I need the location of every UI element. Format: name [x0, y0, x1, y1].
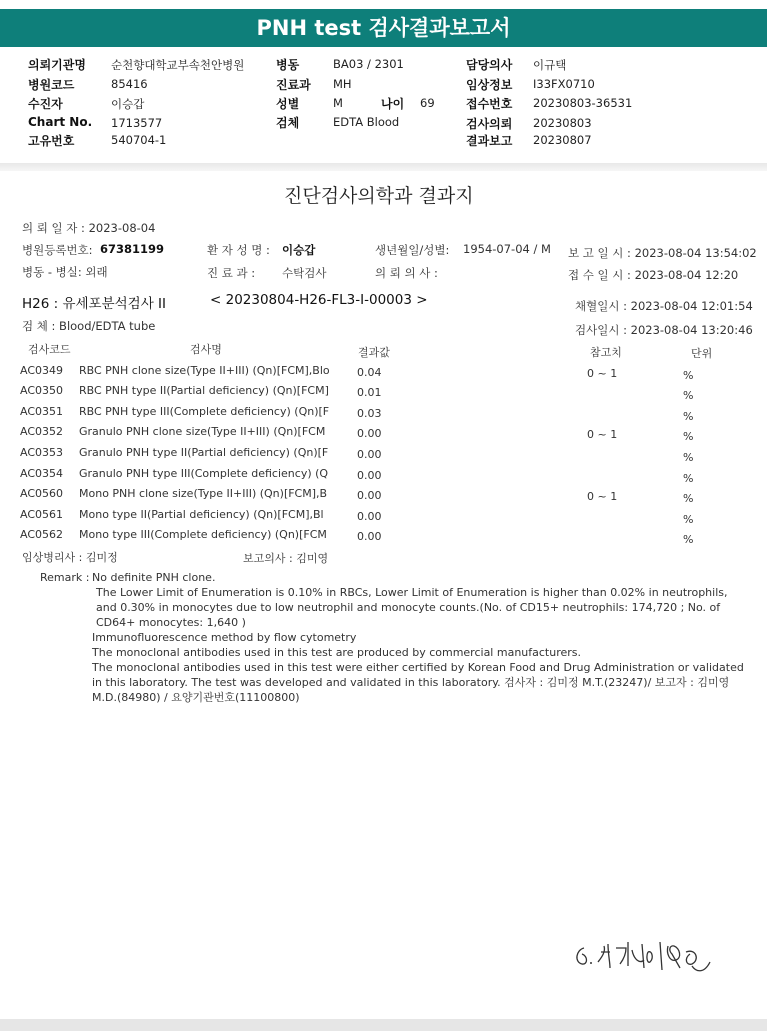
row-result: 0.00 — [357, 489, 382, 502]
accession-number: < 20230804-H26-FL3-I-00003 > — [210, 292, 428, 308]
row-unit: % — [683, 492, 694, 505]
header-label-chart-no: Chart No. — [28, 115, 93, 129]
reg-no-label: 병원등록번호: — [22, 243, 93, 257]
remark-paragraph-validation: The monoclonal antibodies used in this test were either certified by Korean Food and Drug Administration or validated in this laboratory. The test was developed and validated in this laboratory. 검사자 : 김미정 M.T.(23247)/ 보고자 : 김미영 M.D.(84980) / 요양기관번호(11100800) — [92, 661, 744, 704]
row-test-name: Granulo PNH type II(Partial deficiency) (Qn)[F — [79, 446, 329, 459]
header-value-request-date: 20230803 — [533, 116, 592, 130]
row-code: AC0350 — [20, 384, 64, 397]
col-header-name: 검사명 — [190, 343, 222, 356]
remark-paragraph-antibodies: The monoclonal antibodies used in this test are produced by commercial manufacturers. — [92, 646, 582, 659]
row-unit: % — [683, 430, 694, 443]
footer-band — [0, 1019, 767, 1031]
dept-value: 수탁검사 — [282, 266, 327, 280]
header-value-specimen: EDTA Blood — [333, 115, 400, 129]
col-header-result: 결과값 — [358, 346, 390, 359]
row-unit: % — [683, 472, 694, 485]
row-result: 0.01 — [357, 386, 382, 399]
row-code: AC0353 — [20, 446, 64, 459]
row-unit: % — [683, 513, 694, 526]
header-value-report-date: 20230807 — [533, 133, 592, 147]
header-value-age: 69 — [420, 96, 435, 110]
collection-time: 채혈일시 : 2023-08-04 12:01:54 — [575, 299, 753, 313]
row-unit: % — [683, 389, 694, 402]
header-value-clinical-info: I33FX0710 — [533, 77, 595, 91]
receipt-time: 접 수 일 시 : 2023-08-04 12:20 — [568, 268, 739, 282]
remark-paragraph-method: Immunofluorescence method by flow cytometry — [92, 631, 357, 644]
row-unit: % — [683, 369, 694, 382]
header-label-sex: 성별 — [276, 97, 300, 111]
row-test-name: Mono type II(Partial deficiency) (Qn)[FCM],Bl — [79, 508, 324, 521]
row-code: AC0560 — [20, 487, 64, 500]
header-value-hospital-code: 85416 — [111, 77, 148, 91]
remark-first-line: No definite PNH clone. — [92, 571, 216, 584]
report-title: 진단검사의학과 결과지 — [284, 185, 474, 207]
header-label-receipt-no: 접수번호 — [466, 97, 513, 111]
header-value-department: MH — [333, 77, 352, 91]
row-result: 0.00 — [357, 469, 382, 482]
row-test-name: RBC PNH type II(Partial deficiency) (Qn)[FCM] — [79, 384, 329, 397]
header-value-doctor: 이규택 — [533, 58, 567, 72]
row-unit: % — [683, 410, 694, 423]
header-value-ward: BA03 / 2301 — [333, 57, 404, 71]
header-label-ward: 병동 — [276, 58, 300, 72]
header-label-age: 나이 — [381, 97, 405, 111]
row-ref: 0 ~ 1 — [587, 367, 618, 380]
header-label-report-date: 결과보고 — [466, 134, 513, 148]
col-header-ref: 참고치 — [590, 346, 622, 359]
header-value-institution: 순천향대학교부속천안병원 — [111, 58, 245, 72]
header-label-doctor: 담당의사 — [466, 58, 513, 72]
header-value-unique-no: 540704-1 — [111, 133, 167, 147]
row-test-name: Mono type III(Complete deficiency) (Qn)[FCM — [79, 528, 327, 541]
row-ref: 0 ~ 1 — [587, 428, 618, 441]
row-code: AC0354 — [20, 467, 64, 480]
row-result: 0.00 — [357, 530, 382, 543]
dept-label: 진 료 과 : — [207, 266, 256, 280]
header-value-chart-no: 1713577 — [111, 116, 163, 130]
row-code: AC0351 — [20, 405, 64, 418]
row-test-name: Granulo PNH clone size(Type II+III) (Qn)[FCM — [79, 425, 326, 438]
row-test-name: Granulo PNH type III(Complete deficiency) (Q — [79, 467, 329, 480]
test-time: 검사일시 : 2023-08-04 13:20:46 — [575, 323, 753, 337]
row-test-name: RBC PNH clone size(Type II+III) (Qn)[FCM],Blo — [79, 364, 330, 377]
header-value-patient: 이승갑 — [111, 97, 145, 111]
ward-room: 병동 - 병실: 외래 — [22, 265, 108, 279]
remark-paragraph-limit: The Lower Limit of Enumeration is 0.10% in RBCs, Lower Limit of Enumeration is higher than 0.02% in neutrophils, and 0.30% in monocytes due to low neutrophil and monocyte counts.(No. of CD15+ neutrophils: 174,720 ; No. of CD64+ monocytes: 1,640 ) — [96, 586, 728, 629]
row-code: AC0352 — [20, 425, 64, 438]
test-name: H26 : 유세포분석검사 II — [22, 296, 167, 312]
handwritten-signature — [568, 932, 718, 982]
row-test-name: RBC PNH type III(Complete deficiency) (Qn)[F — [79, 405, 330, 418]
patient-label: 환 자 성 명 : — [207, 243, 270, 257]
header-label-department: 진료과 — [276, 78, 311, 92]
request-date: 의 뢰 일 자 : 2023-08-04 — [22, 221, 156, 235]
reg-no-value: 67381199 — [100, 242, 165, 256]
header-value-receipt-no: 20230803-36531 — [533, 96, 633, 110]
report-banner-title: PNH test 검사결과보고서 — [0, 9, 767, 47]
lab-technician: 임상병리사 : 김미정 — [22, 551, 118, 564]
row-result: 0.03 — [357, 407, 382, 420]
header-label-clinical-info: 임상정보 — [466, 78, 513, 92]
remark-label: Remark : — [40, 571, 90, 584]
header-value-sex: M — [333, 96, 343, 110]
header-label-patient: 수진자 — [28, 97, 63, 111]
row-code: AC0562 — [20, 528, 64, 541]
birth-value: 1954-07-04 / M — [463, 242, 551, 256]
row-code: AC0349 — [20, 364, 64, 377]
header-label-unique-no: 고유번호 — [28, 134, 75, 148]
row-result: 0.00 — [357, 448, 382, 461]
row-result: 0.00 — [357, 510, 382, 523]
row-result: 0.04 — [357, 366, 382, 379]
header-label-request-date: 검사의뢰 — [466, 117, 513, 131]
birth-label: 생년월일/성별: — [375, 243, 450, 257]
specimen: 검 체 : Blood/EDTA tube — [22, 319, 156, 333]
col-header-code: 검사코드 — [28, 343, 71, 356]
remark-body — [92, 585, 748, 705]
section-divider — [0, 163, 767, 171]
report-time: 보 고 일 시 : 2023-08-04 13:54:02 — [568, 246, 757, 260]
row-test-name: Mono PNH clone size(Type II+III) (Qn)[FCM],B — [79, 487, 328, 500]
row-result: 0.00 — [357, 427, 382, 440]
patient-value: 이승갑 — [282, 243, 316, 257]
row-code: AC0561 — [20, 508, 64, 521]
header-label-specimen: 검체 — [276, 116, 300, 130]
row-unit: % — [683, 451, 694, 464]
header-label-institution: 의뢰기관명 — [28, 58, 86, 72]
row-unit: % — [683, 533, 694, 546]
reporting-doctor: 보고의사 : 김미영 — [243, 552, 329, 565]
row-ref: 0 ~ 1 — [587, 490, 618, 503]
col-header-unit: 단위 — [691, 347, 713, 360]
header-label-hospital-code: 병원코드 — [28, 78, 75, 92]
requesting-doctor-label: 의 뢰 의 사 : — [375, 266, 438, 280]
